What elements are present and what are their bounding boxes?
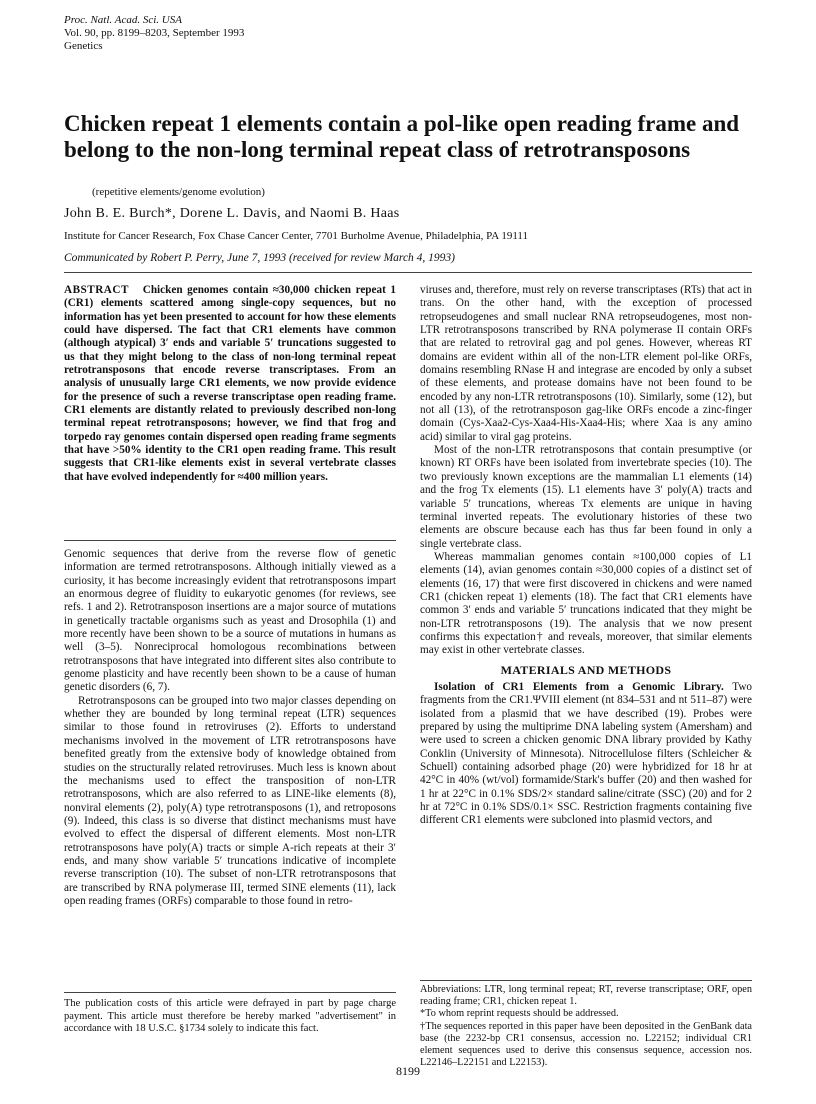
body-paragraph: Genomic sequences that derive from the reverse flow of genetic information are termed retrotransposons. Although initially viewed as a curiosity, it has become increasingly evident that retrotransposons impart an enormous degree of fluidity to eukaryotic genomes (for reviews, see refs. 1 and 2). Retrotransposon insertions are a major source of mutations in genetically tractable organisms such as yeast and Drosophila (1) and more recently have been shown to be a source of mutations in humans as well (3–5). Nonreciprocal homologous recombinations between retrotransposons that have integrated into different sites also contribute to genome plasticity and have recently been shown to be a cause of human genetic disorders (6, 7).: [64, 548, 396, 694]
body-paragraph: Retrotransposons can be grouped into two major classes depending on whether they are bounded by long terminal repeat (LTR) sequences similar to those found in retroviruses (2). Efforts to understand mechanisms involved in the movement of LTR retrotransposons have benefited greatly from the extensive body of knowledge obtained from studies on the structurally related retroviruses. Much less is known about the mechanisms used to effect the transposition of non-LTR retrotransposons, which are also referred to as LINE-like elements (8), nonviral elements (2), poly(A) type retrotransposons (1), and retroposons (9). Indeed, this class is so diverse that distinct mechanisms must have evolved to effect the dispersal of different elements. Most non-LTR retrotransposons have poly(A) tracts or simple A-rich repeats at their 3′ ends, and many show variable 5′ truncations indicative of incomplete reverse transcription (10). The subset of non-LTR retrotransposons that are transcribed by RNA polymerase III, termed SINE elements (11), lack open reading frames (ORFs) comparable to those found in retro-: [64, 694, 396, 907]
methods-subheading: Isolation of CR1 Elements from a Genomic Library.: [434, 680, 724, 693]
abstract-divider: [64, 540, 396, 541]
volume-info: Vol. 90, pp. 8199–8203, September 1993: [64, 27, 245, 39]
abstract-text: Chicken genomes contain ≈30,000 chicken repeat 1 (CR1) elements scattered among single-copy sequences, but no information has yet been presented to account for how these elements could have dispersed. The fact that CR1 elements have common (although atypical) 3′ ends and variable 5′ truncations suggested to us that they might belong to the class of non-long terminal repeat retrotransposons that encode reverse transcriptases. From an analysis of unusually large CR1 elements, we now provide evidence for the presence of such a reverse transcriptase open reading frame. CR1 elements are distantly related to previously described non-long terminal repeat retrotransposons; however, we find that frog and torpedo ray genomes contain dispersed open reading frame segments that have >50% identity to the CR1 open reading frame. This result suggests that CR1-like elements exist in several vertebrate classes that have evolved independently for ≈400 million years.: [64, 284, 396, 483]
body-paragraph: Whereas mammalian genomes contain ≈100,000 copies of L1 elements (14), avian genomes contain ≈30,000 copies of a distinct set of elements (16, 17) that were first discovered in chickens and were named CR1 (chicken repeat 1) elements (18). The fact that CR1 elements have common 3′ ends and variable 5′ truncations indicated that they might be non-LTR retrotransposons (19). The analysis that we now present confirms this expectation† and reveals, moreover, that similar elements may exist in other vertebrate classes.: [420, 550, 752, 657]
communicated-by: Communicated by Robert P. Perry, June 7, 1993 (received for review March 4, 1993): [64, 252, 456, 264]
body-paragraph: Most of the non-LTR retrotransposons that contain presumptive (or known) RT ORFs have been isolated from invertebrate species (10). The two previously known exceptions are the mammalian L1 elements (14) and the frog Tx elements (15). L1 elements have 3′ poly(A) tracts and variable 5′ truncations, whereas Tx elements are unique in having terminal inverted repeats. The evolutionary histories of these two elements are obscure because each has thus far been found in only a single vertebrate class.: [420, 444, 752, 550]
header-divider: [64, 272, 752, 273]
affiliation: Institute for Cancer Research, Fox Chase Cancer Center, 7701 Burholme Avenue, Philadelphia, PA 19111: [64, 230, 529, 242]
author-list: John B. E. Burch*, Dorene L. Davis, and Naomi B. Haas: [64, 206, 400, 221]
methods-paragraph: [420, 681, 752, 828]
corresponding-author-note: *To whom reprint requests should be addressed.: [420, 1008, 619, 1020]
methods-text: Two fragments from the CR1.ΨVIII element (nt 834–531 and nt 511–87) were isolated from a plasmid that we have described (19). Probes were prepared by using the multiprime DNA labeling system (Amersham) and were used to screen a chicken genomic DNA library provided by Kathy Conklin (University of Minnesota). Nitrocellulose filters (Schleicher & Schuell) containing adsorbed phage (20) were hybridized for 18 hr at 42°C in 40% (wt/vol) formamide/Stark's buffer (20) and then washed for 1 hr at 22°C in 0.1% SDS/2× standard saline/citrate (SSC) (20) and for 2 hr at 72°C in 0.1% SDS/0.1× SSC. Restriction fragments containing five different CR1 elements were subcloned into plasmid vectors, and: [420, 680, 752, 827]
intro-left-column: [64, 548, 396, 908]
journal-header: [64, 14, 244, 53]
footnotes: [420, 984, 752, 1069]
article-keywords: (repetitive elements/genome evolution): [92, 186, 265, 198]
genbank-deposit-note: †The sequences reported in this paper have been deposited in the GenBank data base (the 2232-bp CR1 consensus, accession no. L22152; individual CR1 element sequences used to derive this consensus sequence, accession nos. L22146–L22151 and L22153).: [420, 1020, 752, 1069]
journal-name: Proc. Natl. Acad. Sci. USA: [64, 14, 182, 26]
abbreviations-note: Abbreviations: LTR, long terminal repeat; RT, reverse transcriptase; ORF, open reading frame; CR1, chicken repeat 1.: [420, 984, 752, 1008]
abstract: [64, 284, 396, 484]
body-paragraph: viruses and, therefore, must rely on reverse transcriptases (RTs) that act in trans. On the other hand, with the exception of processed retropseudogenes and small nuclear RNA retropseudogenes, most non-LTR retrotransposons transcribed by RNA polymerase II contain ORFs that are related to retroviral gag and pol genes. However, whereas RT domains are evident within all of the non-LTR element pol-like ORFs, domains resembling RNase H and integrase are encoded by only a subset of these elements, and protease domains have not been found to be encoded by any non-LTR retrotransposons (10). Similarly, some (12), but not all (13), of the retrotransposon gag-like ORFs encode a zinc-finger domain (Cys-Xaa2-Cys-Xaa4-His-Xaa4-His; where Xaa is any amino acid) similar to viral gag proteins.: [420, 284, 752, 443]
section-label: Genetics: [64, 40, 103, 52]
article-title: Chicken repeat 1 elements contain a pol-like open reading frame and belong to the non-long terminal repeat class of retrotransposons: [64, 111, 740, 162]
abstract-label: ABSTRACT: [64, 284, 129, 296]
page-number: 8199: [396, 1064, 420, 1078]
section-heading-methods: MATERIALS AND METHODS: [500, 662, 672, 677]
footnote-divider-right: [420, 980, 752, 981]
footnote-divider-left: [64, 992, 396, 993]
publication-cost-note: The publication costs of this article were defrayed in part by page charge payment. This article must therefore be hereby marked "advertisement" in accordance with 18 U.S.C. §1734 solely to indicate this fact.: [64, 998, 396, 1034]
right-column: [420, 284, 752, 828]
